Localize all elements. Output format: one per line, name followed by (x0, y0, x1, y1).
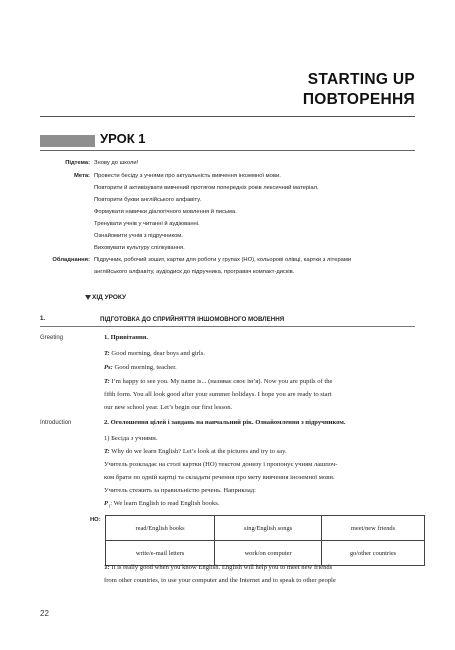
table-cell: read/English books (106, 516, 215, 541)
goal-item: Ознайомити учнів з підручником. (94, 233, 183, 239)
chapter-title-english: STARTING UP (307, 71, 415, 88)
goal-item: Виховувати культуру спілкування. (94, 245, 185, 251)
section-title: ПІДГОТОВКА ДО СПРИЙНЯТТЯ ІНШОМОВНОГО МОВЛЕННЯ (100, 316, 285, 323)
chapter-title-ukrainian: ПОВТОРЕННЯ (302, 91, 415, 108)
table-row (106, 541, 425, 566)
ho-card-table (105, 515, 425, 566)
topic-label: Підтема: (65, 160, 90, 166)
greeting-heading: 1. Привітання. (104, 334, 149, 341)
lesson-title: УРОК 1 (100, 131, 146, 146)
section-divider (40, 326, 415, 327)
equipment-text: англійського алфавіту, аудіодиск до підручника, програвач компакт-дисків. (94, 269, 295, 275)
lesson-bar (40, 135, 95, 147)
dialogue-line: Ps: Good morning, teacher. (104, 364, 177, 371)
side-label-introduction: Introduction (40, 420, 72, 426)
lesson-divider (40, 150, 415, 151)
table-cell: sing/English songs (215, 516, 322, 541)
table-cell: write/e-mail letters (106, 541, 215, 566)
dialogue-line-cont: from other countries, to use your computer and the Internet and to speak to other people (104, 577, 336, 584)
goal-item: Формувати навички діалогічного мовлення й письма. (94, 209, 237, 215)
title-divider (40, 116, 415, 117)
table-cell: meet/new friends (322, 516, 425, 541)
dialogue-line: T: I’m happy to see you. My name is... (називає своє ім’я). Now you are pupils of the (104, 378, 333, 385)
dialogue-line-cont: our new school year. Let’s begin our first lesson. (104, 404, 233, 411)
table-cell: work/on computer (215, 541, 322, 566)
instruction-text: ком брати по одній картці та складати речення про мету вивчення іноземної мови. (104, 474, 335, 481)
equipment-label: Обладнання: (52, 257, 90, 263)
goal-item: Повторити й активізувати вивчений протягом попередніх років лексичний матеріал. (94, 185, 319, 191)
table-row (106, 516, 425, 541)
topic-text: Знову до школи! (94, 160, 139, 166)
instruction-text: Учитель розкладає на столі картки (НО) текстом донизу і пропонує учням лашпоч- (104, 461, 338, 468)
example-line: $P_1$: We learn English to read English books. (104, 500, 220, 509)
triangle-down-icon (85, 295, 91, 300)
dialogue-line: T: It is really good when you know English. English will help you to meet new friends (104, 564, 333, 571)
goal-label: Мета: (74, 173, 90, 179)
goal-item: Повторити букви англійського алфавіту. (94, 197, 202, 203)
course-heading: ХІД УРОКУ (92, 294, 127, 301)
equipment-text: Підручник, робочий зошит, картки для роботи у групах (НО), кольорові олівці, картки з літерами (94, 257, 352, 263)
dialogue-line-cont: fifth form. You all look good after your summer holidays. I hope you are ready to start (104, 391, 332, 398)
side-label-greeting: Greeting (40, 335, 64, 341)
dialogue-line: T: Why do we learn English? Let’s look at the pictures and try to say. (104, 448, 287, 455)
instruction-text: Учитель стежить за правильністю речень. Наприклад: (104, 487, 256, 494)
goal-item: Тренувати учнів у читанні й аудіюванні. (94, 221, 200, 227)
dialogue-line: T: Good morning, dear boys and girls. (104, 350, 205, 357)
introduction-heading: 2. Оголошення цілей і завдань на навчальний рік. Ознайомлення з підручником. (104, 419, 346, 426)
ho-label: НО: (90, 517, 101, 523)
table-cell: go/other countries (322, 541, 425, 566)
section-number: 1. (40, 316, 46, 322)
sub-step: 1) Бесіда з учнями. (104, 435, 158, 442)
goal-item: Провести бесіду з учнями про актуальність вивчення іноземної мови. (94, 173, 281, 179)
page-number: 22 (40, 609, 49, 618)
